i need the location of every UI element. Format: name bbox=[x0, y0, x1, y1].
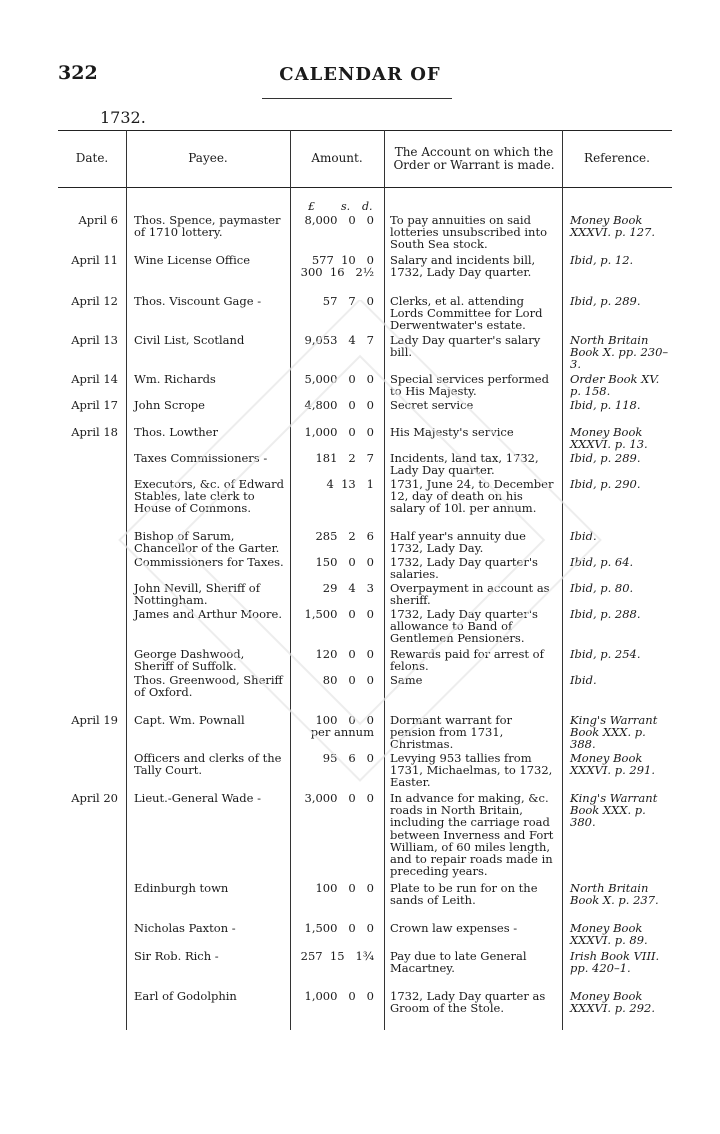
row-payee: Officers and clerks of the Tally Court. bbox=[134, 751, 282, 778]
row-payee: Nicholas Paxton - bbox=[134, 921, 236, 935]
page-number: 322 bbox=[58, 62, 98, 84]
row-account: Crown law expenses - bbox=[390, 921, 518, 935]
row-amount: 8,000 0 0 bbox=[304, 213, 374, 227]
row-date: April 14 bbox=[71, 372, 118, 386]
header-rule bbox=[262, 98, 452, 99]
row-reference: Money Book XXXVI. p. 13. bbox=[570, 425, 648, 452]
row-reference: Ibid, p. 289. bbox=[570, 451, 641, 465]
row-account: 1732, Lady Day quarter's salaries. bbox=[390, 555, 538, 582]
row-amount: 1,500 0 0 bbox=[304, 921, 374, 935]
row-date: April 20 bbox=[71, 791, 118, 805]
header-amount: Amount. bbox=[311, 151, 363, 165]
row-reference: Irish Book VIII. pp. 420–1. bbox=[570, 949, 660, 976]
row-payee: Edinburgh town bbox=[134, 881, 229, 895]
column-divider bbox=[562, 130, 563, 1030]
row-amount: 285 2 6 bbox=[315, 529, 374, 543]
row-amount: 1,000 0 0 bbox=[304, 989, 374, 1003]
row-payee: Executors, &c. of Edward Stables, late clerk to House of Commons. bbox=[134, 477, 284, 516]
row-reference: Ibid, p. 288. bbox=[570, 607, 641, 621]
row-reference: Money Book XXXVI. p. 127. bbox=[570, 213, 655, 240]
header-date: Date. bbox=[75, 151, 109, 165]
row-payee: Thos. Greenwood, Sheriff of Oxford. bbox=[134, 673, 283, 700]
row-amount: 4 13 1 bbox=[326, 477, 374, 491]
column-divider bbox=[384, 130, 385, 1030]
table-top-rule bbox=[58, 130, 672, 131]
row-amount: 100 0 0 per annum bbox=[310, 713, 374, 740]
row-amount: 577 10 0 300 16 2½ bbox=[300, 253, 374, 280]
row-payee: Wm. Richards bbox=[134, 372, 216, 386]
row-amount: 1,500 0 0 bbox=[304, 607, 374, 621]
row-reference: Ibid, p. 64. bbox=[570, 555, 634, 569]
row-reference: Ibid. bbox=[570, 673, 597, 687]
row-amount: 100 0 0 bbox=[315, 881, 374, 895]
row-amount: 1,000 0 0 bbox=[304, 425, 374, 439]
row-payee: John Scrope bbox=[134, 398, 205, 412]
row-reference: Ibid, p. 290. bbox=[570, 477, 641, 491]
row-reference: Ibid, p. 289. bbox=[570, 294, 641, 308]
row-amount: 9,053 4 7 bbox=[304, 333, 374, 347]
row-reference: Ibid. bbox=[570, 529, 597, 543]
row-amount: 80 0 0 bbox=[322, 673, 374, 687]
row-reference: Order Book XV. p. 158. bbox=[570, 372, 660, 399]
row-payee: Lieut.-General Wade - bbox=[134, 791, 261, 805]
row-account: Salary and incidents bill, 1732, Lady Day quarter. bbox=[390, 253, 536, 280]
row-payee: Thos. Viscount Gage - bbox=[134, 294, 262, 308]
row-account: Rewards paid for arrest of felons. bbox=[390, 647, 544, 674]
row-date: April 12 bbox=[71, 294, 118, 308]
row-amount: 5,000 0 0 bbox=[304, 372, 374, 386]
unit-shillings: s. bbox=[341, 200, 351, 213]
row-amount: 3,000 0 0 bbox=[304, 791, 374, 805]
row-reference: Ibid, p. 254. bbox=[570, 647, 641, 661]
table-header-rule bbox=[58, 187, 672, 188]
row-payee: Commissioners for Taxes. bbox=[134, 555, 284, 569]
unit-pounds: £ bbox=[308, 200, 315, 213]
unit-pence: d. bbox=[362, 200, 373, 213]
row-reference: Money Book XXXVI. p. 292. bbox=[570, 989, 655, 1016]
row-account: Half year's annuity due 1732, Lady Day. bbox=[390, 529, 526, 556]
row-reference: Money Book XXXVI. p. 89. bbox=[570, 921, 648, 948]
row-payee: George Dashwood, Sheriff of Suffolk. bbox=[134, 647, 245, 674]
row-date: April 6 bbox=[78, 213, 118, 227]
row-amount: 257 15 1¾ bbox=[300, 949, 374, 963]
row-payee: Thos. Spence, paymaster of 1710 lottery. bbox=[134, 213, 281, 240]
row-account: Special services performed to His Majesty. bbox=[390, 372, 549, 399]
row-payee: Sir Rob. Rich - bbox=[134, 949, 219, 963]
header-reference: Reference. bbox=[584, 151, 650, 165]
row-account: Incidents, land tax, 1732, Lady Day quarter. bbox=[390, 451, 539, 478]
row-account: 1732, Lady Day quarter's allowance to Band of Gentlemen Pensioners. bbox=[390, 607, 538, 646]
row-amount: 57 7 0 bbox=[322, 294, 374, 308]
row-date: April 11 bbox=[71, 253, 118, 267]
row-date: April 13 bbox=[71, 333, 118, 347]
row-reference: King's Warrant Book XXX. p. 388. bbox=[570, 713, 658, 752]
row-amount: 4,800 0 0 bbox=[304, 398, 374, 412]
row-payee: Taxes Commissioners - bbox=[134, 451, 268, 465]
row-amount: 29 4 3 bbox=[322, 581, 374, 595]
row-account: Pay due to late General Macartney. bbox=[390, 949, 527, 976]
row-account: His Majesty's service bbox=[390, 425, 514, 439]
row-reference: North Britain Book X. pp. 230–3. bbox=[570, 333, 669, 372]
row-amount: 120 0 0 bbox=[315, 647, 374, 661]
row-account: Levying 953 tallies from 1731, Michaelmas, to 1732, Easter. bbox=[390, 751, 553, 790]
row-account: Dormant warrant for pension from 1731, Christmas. bbox=[390, 713, 512, 752]
row-account: Secret service bbox=[390, 398, 474, 412]
row-date: April 19 bbox=[71, 713, 118, 727]
column-divider bbox=[126, 130, 127, 1030]
row-account: In advance for making, &c. roads in North Britain, including the carriage road between Inverness and Fort William, of 60 miles length, and to repair roads made in preceding years. bbox=[390, 791, 554, 879]
row-reference: Ibid, p. 80. bbox=[570, 581, 634, 595]
calendar-table bbox=[58, 130, 672, 1030]
header-payee: Payee. bbox=[188, 151, 228, 165]
row-account: 1732, Lady Day quarter as Groom of the Stole. bbox=[390, 989, 546, 1016]
row-payee: John Nevill, Sheriff of Nottingham. bbox=[134, 581, 260, 608]
row-reference: Money Book XXXVI. p. 291. bbox=[570, 751, 655, 778]
running-head: CALENDAR OF bbox=[279, 64, 441, 85]
row-reference: North Britain Book X. p. 237. bbox=[570, 881, 659, 908]
row-payee: Wine License Office bbox=[134, 253, 251, 267]
column-divider bbox=[290, 130, 291, 1030]
row-amount: 95 6 0 bbox=[322, 751, 374, 765]
row-payee: Civil List, Scotland bbox=[134, 333, 245, 347]
row-date: April 18 bbox=[71, 425, 118, 439]
row-account: 1731, June 24, to December 12, day of death on his salary of 10l. per annum. bbox=[390, 477, 554, 516]
row-payee: Bishop of Sarum, Chancellor of the Garter. bbox=[134, 529, 280, 556]
row-amount: 181 2 7 bbox=[315, 451, 374, 465]
row-payee: Capt. Wm. Pownall bbox=[134, 713, 245, 727]
row-account: Overpayment in account as sheriff. bbox=[390, 581, 550, 608]
row-reference: Ibid, p. 118. bbox=[570, 398, 641, 412]
row-account: Lady Day quarter's salary bill. bbox=[390, 333, 541, 360]
row-account: Plate to be run for on the sands of Leith. bbox=[390, 881, 538, 908]
year-label: 1732. bbox=[100, 108, 146, 127]
row-account: To pay annuities on said lotteries unsubscribed into South Sea stock. bbox=[390, 213, 548, 252]
row-payee: James and Arthur Moore. bbox=[134, 607, 282, 621]
row-payee: Thos. Lowther bbox=[134, 425, 218, 439]
row-account: Clerks, et al. attending Lords Committee for Lord Derwentwater's estate. bbox=[390, 294, 543, 333]
row-reference: Ibid, p. 12. bbox=[570, 253, 634, 267]
row-account: Same bbox=[390, 673, 423, 687]
row-date: April 17 bbox=[71, 398, 118, 412]
header-account: The Account on which the Order or Warrant is made. bbox=[393, 145, 555, 172]
row-amount: 150 0 0 bbox=[315, 555, 374, 569]
row-reference: King's Warrant Book XXX. p. 380. bbox=[570, 791, 658, 830]
row-payee: Earl of Godolphin bbox=[134, 989, 237, 1003]
